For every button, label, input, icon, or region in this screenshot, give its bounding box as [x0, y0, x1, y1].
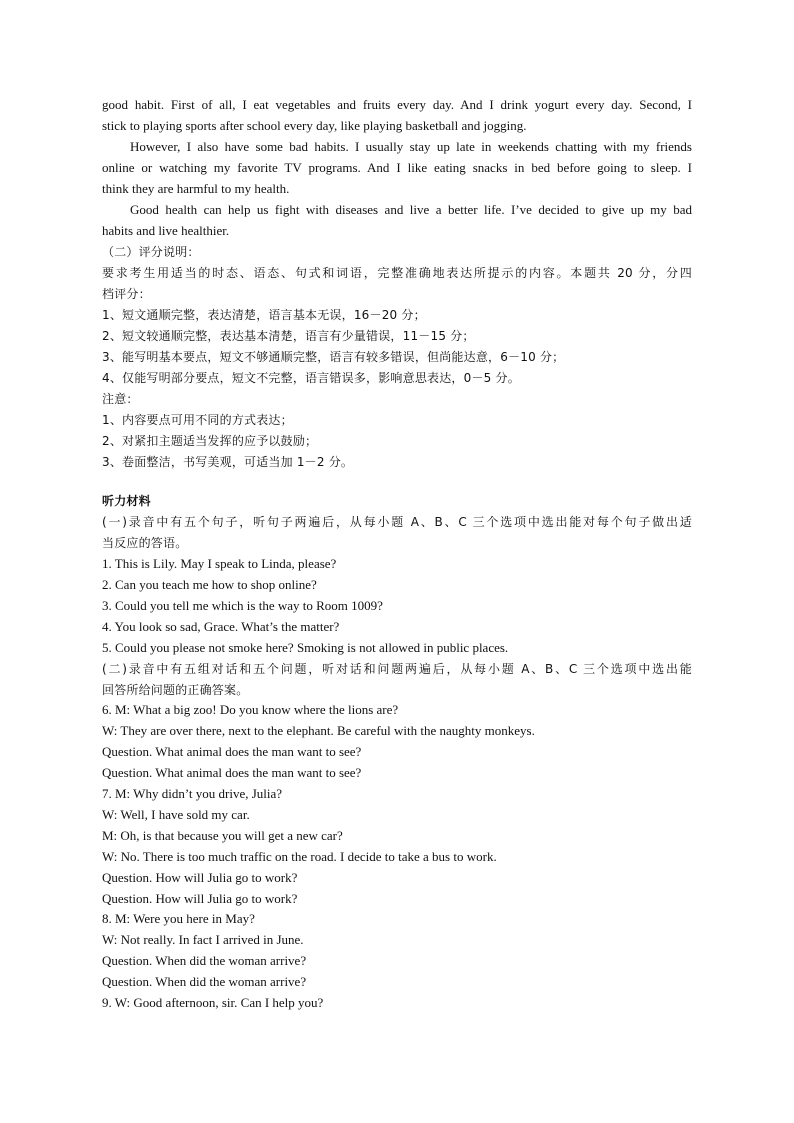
scoring-level-1: 1、短文通顺完整，表达清楚，语言基本无误，16－20 分；: [102, 308, 426, 322]
scoring-note-2: 2、对紧扣主题适当发挥的应予以鼓励；: [102, 434, 318, 448]
listening-part1-instructions-line2: 当反应的答语。: [102, 536, 188, 550]
scoring-heading: （二）评分说明：: [102, 245, 200, 259]
scoring-notes-heading: 注意：: [102, 392, 139, 406]
listening-item-1: 1. This is Lily. May I speak to Linda, please?: [102, 556, 337, 571]
essay-p2-line1: However, I also have some bad habits. I usually stay up late in weekends chatting with my friends: [130, 139, 692, 154]
essay-p1-line2: stick to playing sports after school every day, like playing basketball and jogging.: [102, 118, 527, 133]
scoring-intro-line1: 要求考生用适当的时态、语态、句式和词语，完整准确地表达所提示的内容。本题共 20 分，分四: [102, 266, 692, 280]
essay-p1-line1: good habit. First of all, I eat vegetables and fruits every day. And I drink yogurt every day. Second, I: [102, 97, 692, 112]
dialogue-line: Question. When did the woman arrive?: [102, 974, 307, 989]
dialogue-line: 8. M: Were you here in May?: [102, 911, 255, 926]
essay-p3-line2: habits and live healthier.: [102, 223, 230, 238]
essay-p2-line2: online or watching my favorite TV programs. And I like eating snacks in bed before going to sleep. I: [102, 160, 692, 175]
scoring-note-1: 1、内容要点可用不同的方式表达；: [102, 413, 293, 427]
dialogue-line: W: No. There is too much traffic on the road. I decide to take a bus to work.: [102, 849, 497, 864]
essay-p2-line3: think they are harmful to my health.: [102, 181, 290, 196]
dialogue-line: W: Not really. In fact I arrived in June.: [102, 932, 304, 947]
scoring-note-3: 3、卷面整洁，书写美观，可适当加 1－2 分。: [102, 455, 354, 469]
dialogue-line: 7. M: Why didn’t you drive, Julia?: [102, 786, 283, 801]
dialogue-line: W: They are over there, next to the elephant. Be careful with the naughty monkeys.: [102, 723, 535, 738]
listening-item-4: 4. You look so sad, Grace. What’s the matter?: [102, 619, 340, 634]
dialogue-line: Question. How will Julia go to work?: [102, 891, 298, 906]
scoring-intro-line2: 档评分：: [102, 287, 151, 301]
dialogue-line: Question. What animal does the man want to see?: [102, 765, 362, 780]
listening-item-5: 5. Could you please not smoke here? Smoking is not allowed in public places.: [102, 640, 509, 655]
dialogue-line: Question. How will Julia go to work?: [102, 870, 298, 885]
dialogue-line: M: Oh, is that because you will get a new car?: [102, 828, 343, 843]
listening-part1-instructions-line1: (一)录音中有五个句子，听句子两遍后，从每小题 A、B、C 三个选项中选出能对每个句子做出适: [102, 515, 692, 529]
dialogue-line: 6. M: What a big zoo! Do you know where the lions are?: [102, 702, 399, 717]
listening-item-2: 2. Can you teach me how to shop online?: [102, 577, 317, 592]
dialogue-line: Question. When did the woman arrive?: [102, 953, 307, 968]
essay-p3-line1: Good health can help us fight with diseases and live a better life. I’ve decided to give up my bad: [130, 202, 692, 217]
dialogue-line: Question. What animal does the man want to see?: [102, 744, 362, 759]
listening-part2-instructions-line1: (二)录音中有五组对话和五个问题，听对话和问题两遍后，从每小题 A、B、C 三个选项中选出能: [102, 662, 692, 676]
scoring-level-4: 4、仅能写明部分要点，短文不完整，语言错误多，影响意思表达，0－5 分。: [102, 371, 520, 385]
listening-part2-instructions-line2: 回答所给问题的正确答案。: [102, 683, 249, 697]
dialogue-line: 9. W: Good afternoon, sir. Can I help you?: [102, 995, 324, 1010]
listening-item-3: 3. Could you tell me which is the way to Room 1009?: [102, 598, 383, 613]
dialogue-line: W: Well, I have sold my car.: [102, 807, 250, 822]
scoring-level-3: 3、能写明基本要点，短文不够通顺完整，语言有较多错误，但尚能达意，6－10 分；: [102, 350, 565, 364]
scoring-level-2: 2、短文较通顺完整，表达基本清楚，语言有少量错误，11－15 分；: [102, 329, 475, 343]
listening-title: 听力材料: [102, 494, 151, 508]
